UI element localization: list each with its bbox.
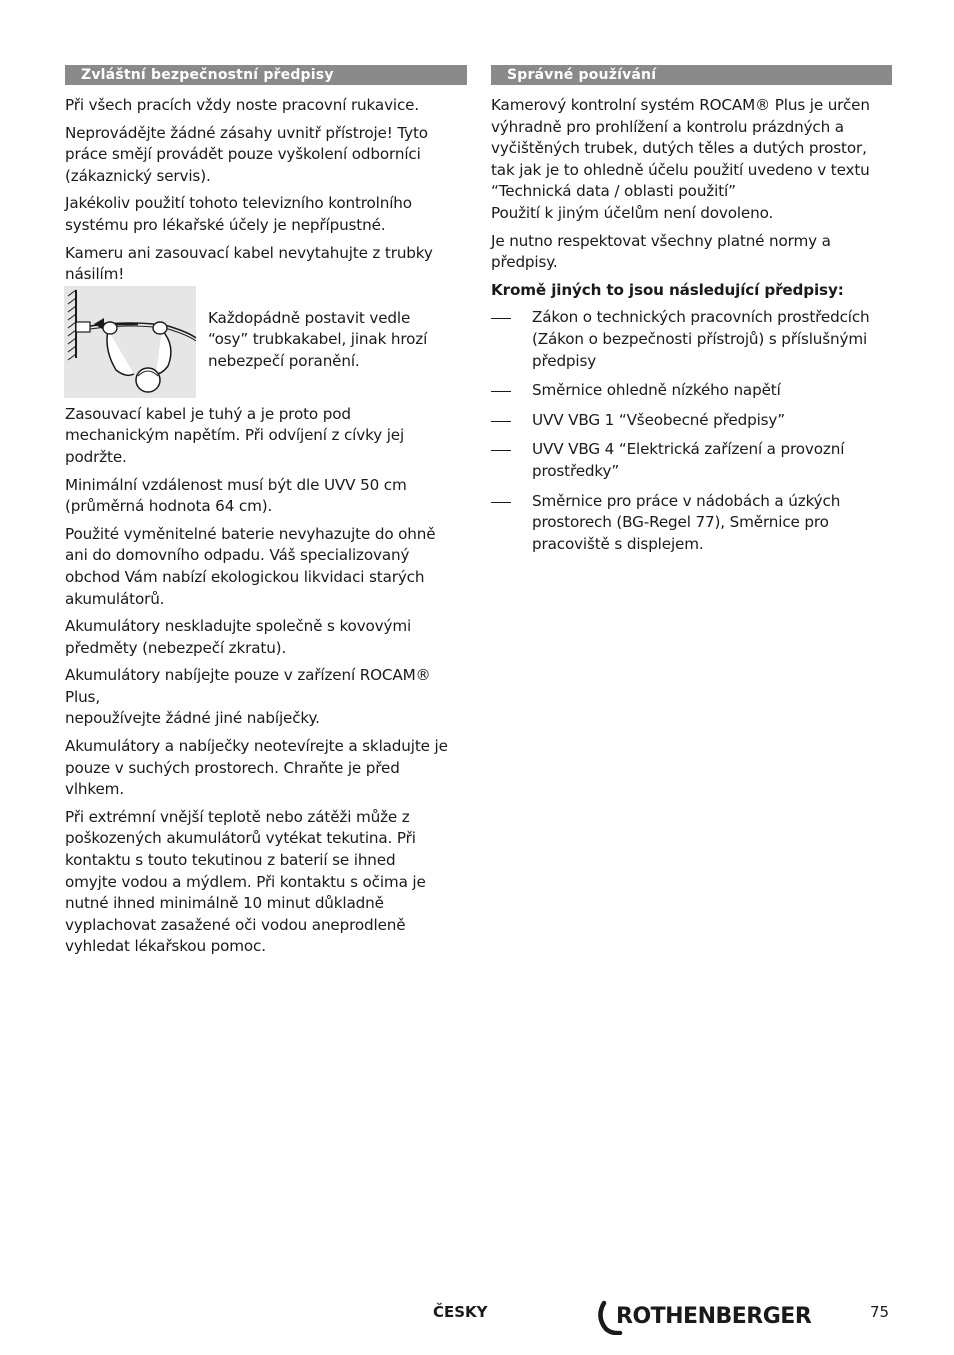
list-item bbox=[491, 439, 892, 482]
paragraph: Neprovádějte žádné zásahy uvnitř přístroje! Tyto práce smějí provádět pouze vyškolení odborníci (zákaznický servis). bbox=[65, 123, 428, 185]
list-item bbox=[491, 491, 892, 556]
list-heading: Kromě jiných to jsou následující předpisy: bbox=[491, 280, 844, 299]
paragraph: Kamerový kontrolní systém ROCAM® Plus je určen výhradně pro prohlížení a kontrolu prázdných a vyčištěných trubek, dutých těles a dutých prostor, tak jak je to ohledně účelu použití uvedeno v textu “Technická data / oblasti použití” Použití k jiným účelům není dovoleno. bbox=[491, 96, 870, 222]
paragraph: Při extrémní vnější teplotě nebo zátěži může z poškozených akumulátorů vytékat tekutina. Při kontaktu s touto tekutinou z baterií se ihned omyjte vodou a mýdlem. Při kontaktu s očima je nutné ihned minimálně 10 minut důkladně vyplachovat zasažené oči vodou aneprodleně vyhledat lékařskou pomoc. bbox=[65, 807, 426, 956]
language-label: ČESKY bbox=[433, 1303, 488, 1321]
paragraph: Použité vyměnitelné baterie nevyhazujte do ohně ani do domovního odpadu. Váš specializovaný obchod Vám nabízí ekologickou likvidaci starých akumulátorů. bbox=[65, 524, 436, 608]
dash-bullet-icon bbox=[491, 439, 532, 482]
brand-name: ROTHENBERGER bbox=[616, 1304, 812, 1329]
list-item-text: Směrnice pro práce v nádobách a úzkých prostorech (BG-Regel 77), Směrnice pro pracoviště s displejem. bbox=[532, 491, 841, 553]
list-item bbox=[491, 380, 892, 402]
dash-bullet-icon bbox=[491, 380, 532, 402]
paragraph: Při všech pracích vždy noste pracovní rukavice. bbox=[65, 96, 420, 114]
paragraph: Zasouvací kabel je tuhý a je proto pod mechanickým napětím. Při odvíjení z cívky jej podržte. bbox=[65, 404, 405, 466]
list-item bbox=[491, 307, 892, 372]
dash-bullet-icon bbox=[491, 410, 532, 432]
figure-caption: Každopádně postavit vedle “osy” trubkakabel, jinak hrozí nebezpečí poranění. bbox=[208, 308, 428, 370]
list-item bbox=[491, 410, 892, 432]
paragraph: Je nutno respektovat všechny platné normy a předpisy. bbox=[491, 231, 831, 272]
paragraph: Minimální vzdálenost musí být dle UVV 50 cm (průměrná hodnota 64 cm). bbox=[65, 475, 407, 516]
paragraph: Akumulátory nabíjejte pouze v zařízení ROCAM® Plus, nepoužívejte žádné jiné nabíječky. bbox=[65, 666, 431, 728]
dash-bullet-icon bbox=[491, 307, 532, 372]
regulations-list bbox=[491, 307, 892, 555]
paragraph: Akumulátory neskladujte společně s kovovými předměty (nebezpečí zkratu). bbox=[65, 617, 412, 657]
figure-row bbox=[64, 286, 467, 398]
section-header-safety: Zvláštní bezpečnostní předpisy bbox=[65, 65, 467, 85]
dash-bullet-icon bbox=[491, 491, 532, 556]
paragraph: Akumulátory a nabíječky neotevírejte a skladujte je pouze v suchých prostorech. Chraňte je před vlhkem. bbox=[65, 737, 448, 799]
list-item-text: UVV VBG 4 “Elektrická zařízení a provozní prostředky” bbox=[532, 440, 845, 480]
list-item-text: Směrnice ohledně nízkého napětí bbox=[532, 381, 781, 400]
left-column bbox=[65, 65, 467, 964]
paragraph: Jakékoliv použití tohoto televizního kontrolního systému pro lékařské účely je nepřípustné. bbox=[65, 194, 412, 234]
section-header-proper-use: Správné používání bbox=[491, 65, 892, 85]
list-item-text: Zákon o technických pracovních prostředcích (Zákon o bezpečnosti přístrojů) s příslušnými předpisy bbox=[532, 308, 870, 370]
right-column bbox=[491, 65, 892, 563]
rothenberger-logo bbox=[596, 1299, 836, 1335]
page-number: 75 bbox=[870, 1303, 890, 1321]
cable-handling-illustration bbox=[64, 286, 196, 398]
paragraph: Kameru ani zasouvací kabel nevytahujte z trubky násilím! bbox=[65, 243, 433, 284]
person-pulling-cable-icon bbox=[64, 286, 196, 398]
list-item-text: UVV VBG 1 “Všeobecné předpisy” bbox=[532, 410, 785, 429]
